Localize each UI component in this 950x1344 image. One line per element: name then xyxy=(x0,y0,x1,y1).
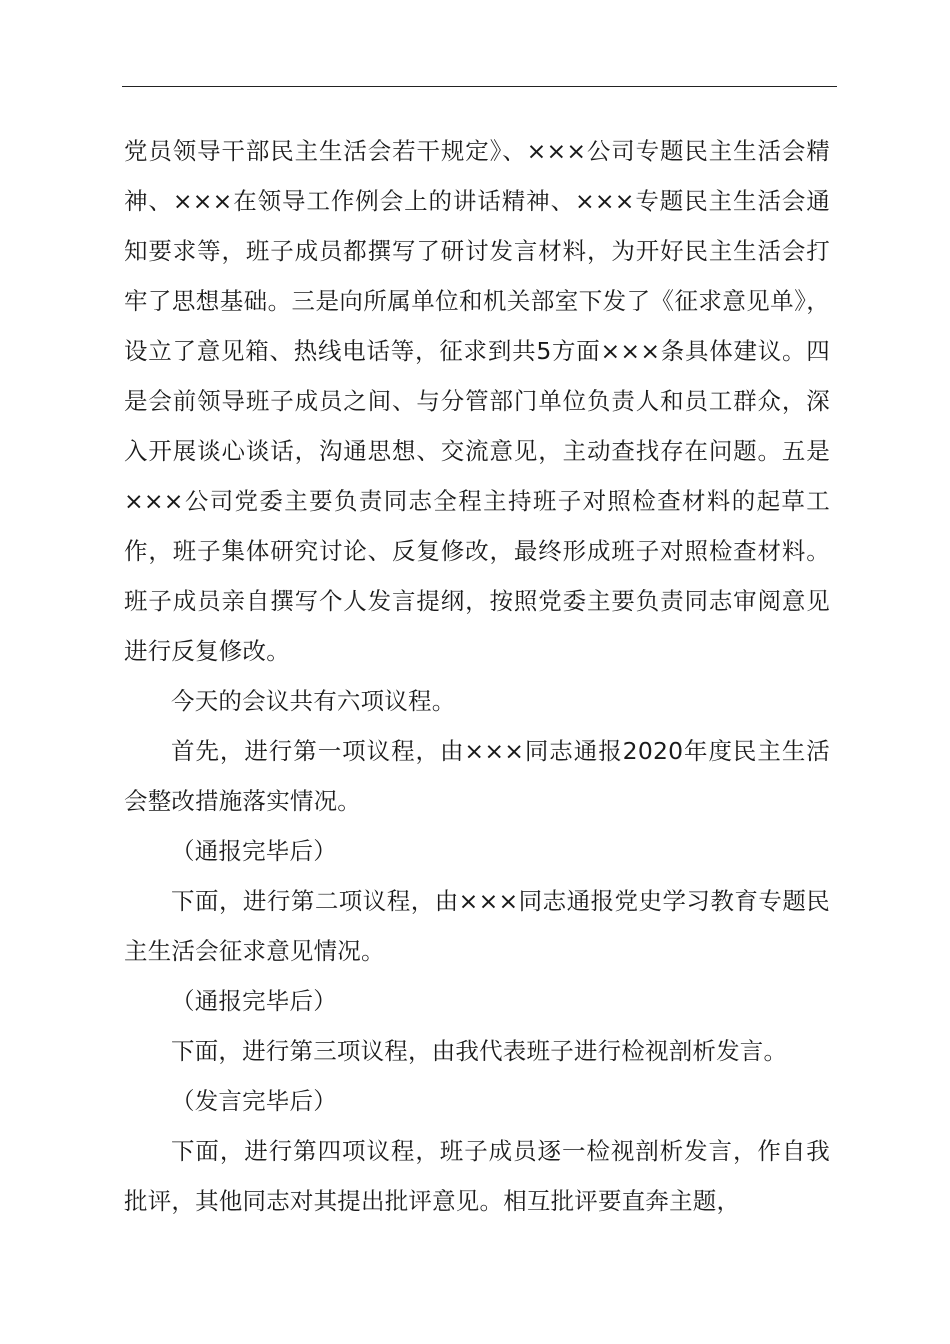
paragraph-item-1: 首先，进行第一项议程，由×××同志通报2020年度民主生活会整改措施落实情况。 xyxy=(124,737,830,815)
paragraph-item-3: 下面，进行第三项议程，由我代表班子进行检视剖析发言。 xyxy=(171,1037,788,1065)
body-text xyxy=(124,126,830,1226)
header-rule xyxy=(122,86,837,87)
paragraph-item-4: 下面，进行第四项议程，班子成员逐一检视剖析发言，作自我批评，其他同志对其提出批评意见。相互批评要直奔主题， xyxy=(124,1137,830,1215)
paragraph-note-3: （发言完毕后） xyxy=(171,1087,337,1115)
paragraph-note-2: （通报完毕后） xyxy=(171,987,337,1015)
paragraph-item-2: 下面，进行第二项议程，由×××同志通报党史学习教育专题民主生活会征求意见情况。 xyxy=(124,887,830,965)
paragraph-note-1: （通报完毕后） xyxy=(171,837,337,865)
paragraph-context: 党员领导干部民主生活会若干规定》、×××公司专题民主生活会精神、×××在领导工作例会上的讲话精神、×××专题民主生活会通知要求等，班子成员都撰写了研讨发言材料，为开好民主生活会打牢了思想基础。三是向所属单位和机关部室下发了《征求意见单》，设立了意见箱、热线电话等，征求到共5方面×××条具体建议。四是会前领导班子成员之间、与分管部门单位负责人和员工群众，深入开展谈心谈话，沟通思想、交流意见，主动查找存在问题。五是×××公司党委主要负责同志全程主持班子对照检查材料的起草工作，班子集体研究讨论、反复修改，最终形成班子对照检查材料。班子成员亲自撰写个人发言提纲，按照党委主要负责同志审阅意见进行反复修改。 xyxy=(124,137,830,665)
paragraph-agenda-count: 今天的会议共有六项议程。 xyxy=(171,687,456,715)
